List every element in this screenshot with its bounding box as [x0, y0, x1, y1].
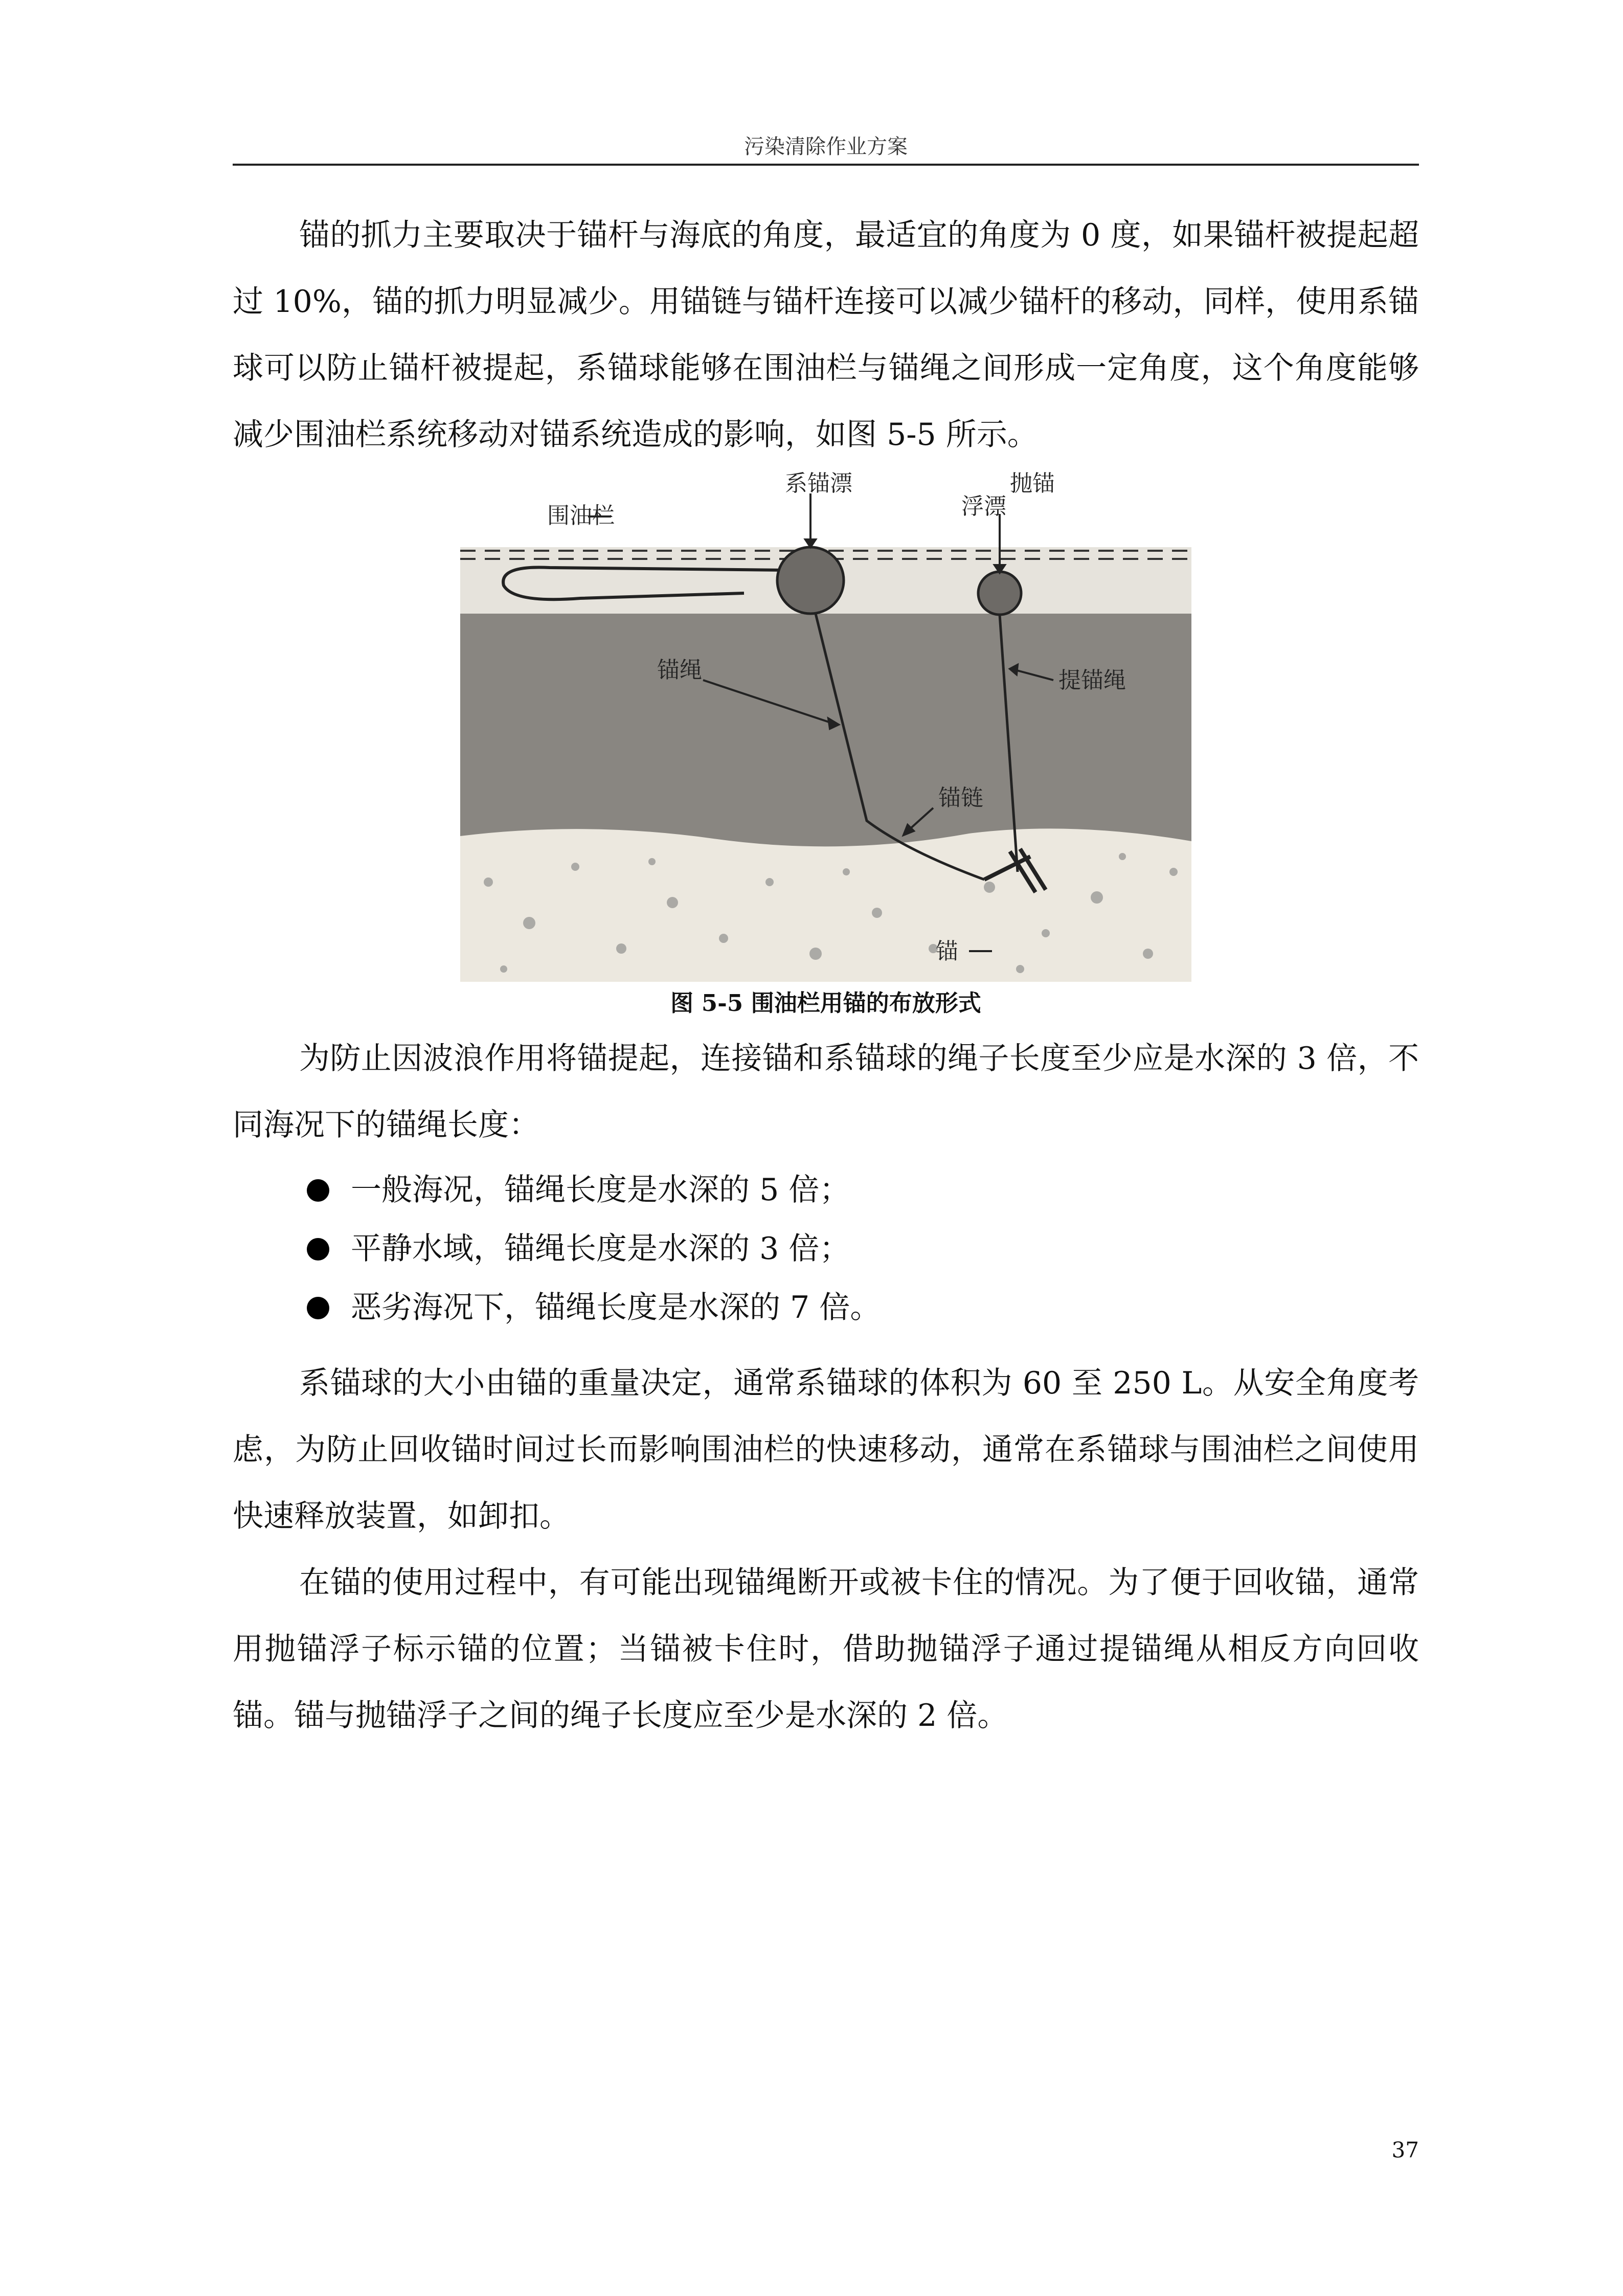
seabed — [460, 828, 1191, 982]
label-anchor-chain: 锚链 — [938, 785, 983, 811]
paragraph-anchor-holding-power: 锚的抓力主要取决于锚杆与海底的角度，最适宜的角度为 0 度，如果锚杆被提起超过 10%，锚的抓力明显减少。用锚链与锚杆连接可以减少锚杆的移动，同样，使用系锚球可以防止锚杆被提起，系锚球能够在围油栏与锚绳之间形成一定角度，这个角度能够减少围油栏系统移动对锚系统造成的影响，如图 5-5 所示。 — [233, 217, 1419, 453]
list-item-text: 平静水域，锚绳长度是水深的 3 倍； — [351, 1231, 850, 1267]
header-rule — [233, 164, 1419, 166]
list-item — [307, 1220, 1381, 1278]
running-header: 污染清除作业方案 — [744, 135, 908, 159]
label-trip-line: 提锚绳 — [1058, 667, 1126, 693]
paragraph-buoy-size: 系锚球的大小由锚的重量决定，通常系锚球的体积为 60 至 250 L。从安全角度考虑，为防止回收锚时间过长而影响围油栏的快速移动，通常在系锚球与围油栏之间使用快速释放装置，如卸扣。 — [233, 1365, 1419, 1534]
trip-buoy — [978, 572, 1021, 615]
paragraph-anchor-recovery: 在锚的使用过程中，有可能出现锚绳断开或被卡住的情况。为了便于回收锚，通常用抛锚浮子标示锚的位置；当锚被卡住时，借助抛锚浮子通过提锚绳从相反方向回收锚。锚与抛锚浮子之间的绳子长度应至少是水深的 2 倍。 — [233, 1565, 1419, 1734]
list-item — [307, 1161, 1381, 1220]
bullet-icon — [307, 1297, 329, 1319]
figure-caption: 图 5-5 围油栏用锚的布放形式 — [670, 989, 981, 1017]
bullet-icon — [307, 1238, 329, 1260]
paragraph-rope-length: 为防止因波浪作用将锚提起，连接锚和系锚球的绳子长度至少应是水深的 3 倍，不同海况下的锚绳长度： — [233, 1041, 1419, 1143]
list-item — [307, 1278, 1381, 1337]
page-number: 37 — [1391, 2137, 1419, 2163]
label-anchor: 锚 — [936, 938, 958, 964]
anchor-deployment-figure — [458, 463, 1194, 982]
label-boom: 围油栏 — [547, 503, 615, 529]
label-trip-buoy: 浮漂 — [961, 493, 1006, 520]
label-anchor-rope: 锚绳 — [657, 657, 702, 683]
mooring-buoy — [777, 547, 844, 614]
sea-condition-list — [307, 1161, 1381, 1337]
list-item-text: 一般海况，锚绳长度是水深的 5 倍； — [351, 1172, 850, 1208]
label-mooring-buoy: 系锚漂 — [785, 470, 852, 497]
bullet-icon — [307, 1179, 329, 1202]
label-trip-anchor: 抛锚 — [1010, 470, 1055, 497]
list-item-text: 恶劣海况下，锚绳长度是水深的 7 倍。 — [351, 1290, 881, 1325]
